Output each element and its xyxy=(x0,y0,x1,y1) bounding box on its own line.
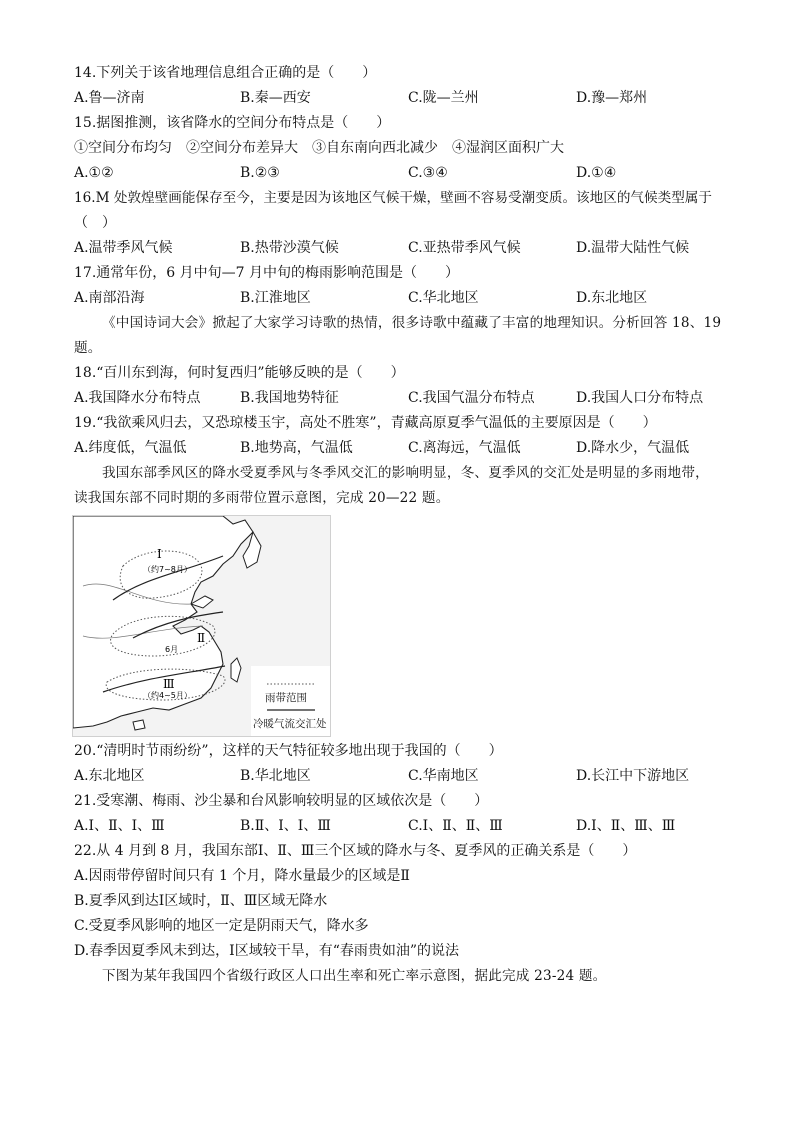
intro-20-22-line1: 我国东部季风区的降水受夏季风与冬季风交汇的影响明显，冬、夏季风的交汇处是明显的多雨地带， xyxy=(102,465,709,481)
q17-option-c[interactable]: C.华北地区 xyxy=(408,290,479,306)
q16-stem-line2: （ ） xyxy=(74,215,116,231)
q15-option-d[interactable]: D.①④ xyxy=(576,165,617,181)
q14-option-b[interactable]: B.秦—西安 xyxy=(240,90,311,106)
map-legend xyxy=(251,666,330,736)
q14-stem: 14.下列关于该省地理信息组合正确的是（ ） xyxy=(74,65,377,81)
label-region-1: Ⅰ xyxy=(157,547,162,561)
label-region-3-time: （约4~5月） xyxy=(143,691,192,700)
q14-option-c[interactable]: C.陇—兰州 xyxy=(408,90,479,106)
intro-18-19-line2: 题。 xyxy=(74,340,102,356)
q19-option-d[interactable]: D.降水少，气温低 xyxy=(576,440,690,456)
q15-choices: ①空间分布均匀 ②空间分布差异大 ③自东南向西北减少 ④湿润区面积广大 xyxy=(74,140,564,156)
q19-option-c[interactable]: C.离海远，气温低 xyxy=(408,440,521,456)
q17-option-a[interactable]: A.南部沿海 xyxy=(74,290,145,306)
q15-options xyxy=(74,164,734,182)
hainan-island xyxy=(133,720,145,730)
q16-options xyxy=(74,239,734,257)
q22-option-b[interactable]: B.夏季风到达Ⅰ区域时，Ⅱ、Ⅲ区域无降水 xyxy=(74,893,328,909)
q16-option-b[interactable]: B.热带沙漠气候 xyxy=(240,240,339,256)
q18-stem: 18.“百川东到海，何时复西归”能够反映的是（ ） xyxy=(74,365,405,381)
q20-option-a[interactable]: A.东北地区 xyxy=(74,768,145,784)
q19-option-b[interactable]: B.地势高，气温低 xyxy=(240,440,353,456)
q18-option-b[interactable]: B.我国地势特征 xyxy=(240,390,339,406)
q14-option-d[interactable]: D.豫—郑州 xyxy=(576,90,648,106)
q22-stem: 22.从 4 月到 8 月，我国东部Ⅰ、Ⅱ、Ⅲ三个区域的降水与冬、夏季风的正确关系是（ ） xyxy=(74,843,637,859)
q15-option-c[interactable]: C.③④ xyxy=(408,165,448,181)
intro-18-19-line1: 《中国诗词大会》掀起了大家学习诗歌的热情，很多诗歌中蕴藏了丰富的地理知识。分析回答 18、19 xyxy=(102,315,722,331)
q19-stem: 19.“我欲乘风归去，又恐琼楼玉宇，高处不胜寒”，青藏高原夏季气温低的主要原因是（ ） xyxy=(74,415,657,431)
intro-23-24: 下图为某年我国四个省级行政区人口出生率和死亡率示意图，据此完成 23-24 题。 xyxy=(102,968,607,984)
q17-stem: 17.通常年份，6 月中旬—7 月中旬的梅雨影响范围是（ ） xyxy=(74,265,459,281)
q18-option-d[interactable]: D.我国人口分布特点 xyxy=(576,390,704,406)
q14-options xyxy=(74,89,734,107)
q22-option-c[interactable]: C.受夏季风影响的地区一定是阴雨天气，降水多 xyxy=(74,918,369,934)
q16-option-a[interactable]: A.温带季风气候 xyxy=(74,240,173,256)
q20-options xyxy=(74,767,734,785)
q18-option-a[interactable]: A.我国降水分布特点 xyxy=(74,390,201,406)
q21-stem: 21.受寒潮、梅雨、沙尘暴和台风影响较明显的区域依次是（ ） xyxy=(74,793,489,809)
label-region-3: Ⅲ xyxy=(163,677,175,691)
rain-belt-map xyxy=(72,515,331,737)
q21-option-c[interactable]: C.Ⅰ、Ⅱ、Ⅱ、Ⅲ xyxy=(408,818,503,834)
legend-rain-label: 雨带范围 xyxy=(265,692,307,704)
label-region-2-time: 6月 xyxy=(165,645,179,654)
label-region-1-time: （约7~8月） xyxy=(143,565,192,574)
q14-option-a[interactable]: A.鲁—济南 xyxy=(74,90,145,106)
q20-option-d[interactable]: D.长江中下游地区 xyxy=(576,768,690,784)
legend-front-label: 冷暖气流交汇处 xyxy=(253,718,327,730)
q20-option-c[interactable]: C.华南地区 xyxy=(408,768,479,784)
q21-option-a[interactable]: A.Ⅰ、Ⅱ、Ⅰ、Ⅲ xyxy=(74,818,165,834)
q16-option-c[interactable]: C.亚热带季风气候 xyxy=(408,240,521,256)
q15-option-a[interactable]: A.①② xyxy=(74,165,114,181)
q21-option-b[interactable]: B.Ⅱ、Ⅰ、Ⅰ、Ⅲ xyxy=(240,818,331,834)
q18-options xyxy=(74,389,734,407)
q21-options xyxy=(74,817,734,835)
q16-stem-line1: 16.M 处敦煌壁画能保存至今，主要是因为该地区气候干燥，壁画不容易受潮变质。该地区的气候类型属于 xyxy=(74,190,712,206)
q19-option-a[interactable]: A.纬度低，气温低 xyxy=(74,440,187,456)
intro-20-22-line2: 读我国东部不同时期的多雨带位置示意图，完成 20—22 题。 xyxy=(74,490,450,506)
q20-option-b[interactable]: B.华北地区 xyxy=(240,768,311,784)
q15-option-b[interactable]: B.②③ xyxy=(240,165,280,181)
label-region-2: Ⅱ xyxy=(197,631,206,645)
q17-option-d[interactable]: D.东北地区 xyxy=(576,290,648,306)
q15-stem: 15.据图推测，该省降水的空间分布特点是（ ） xyxy=(74,115,391,131)
q19-options xyxy=(74,439,734,457)
q20-stem: 20.“清明时节雨纷纷”，这样的天气特征较多地出现于我国的（ ） xyxy=(74,743,503,759)
q22-option-a[interactable]: A.因雨带停留时间只有 1 个月，降水量最少的区域是Ⅱ xyxy=(74,868,410,884)
q17-option-b[interactable]: B.江淮地区 xyxy=(240,290,311,306)
q18-option-c[interactable]: C.我国气温分布特点 xyxy=(408,390,535,406)
q17-options xyxy=(74,289,734,307)
q16-option-d[interactable]: D.温带大陆性气候 xyxy=(576,240,690,256)
q21-option-d[interactable]: D.Ⅰ、Ⅱ、Ⅲ、Ⅲ xyxy=(576,818,676,834)
q22-option-d[interactable]: D.春季因夏季风未到达，Ⅰ区域较干旱，有“春雨贵如油”的说法 xyxy=(74,943,460,959)
